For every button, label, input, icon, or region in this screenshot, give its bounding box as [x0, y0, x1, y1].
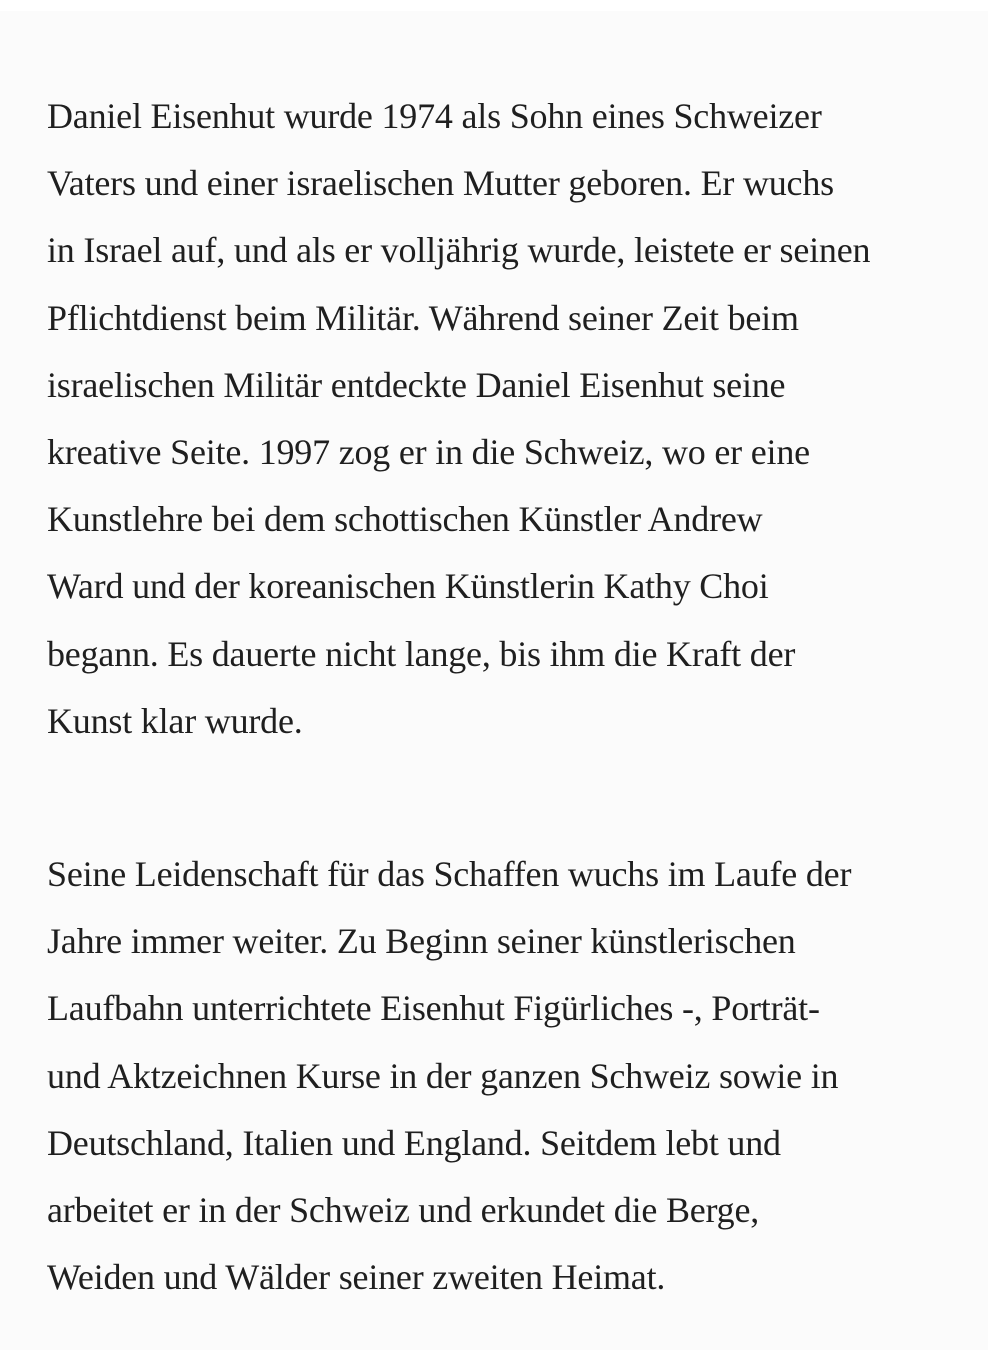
paragraph-1-line-6: kreative Seite. 1997 zog er in die Schweiz, wo er eine	[47, 432, 810, 473]
biography-paragraph-2	[47, 841, 947, 1311]
paragraph-2-line-7: Weiden und Wälder seiner zweiten Heimat.	[47, 1257, 666, 1298]
paragraph-1-line-3: in Israel auf, und als er volljährig wurde, leistete er seinen	[47, 230, 871, 271]
paragraph-1-line-1: Daniel Eisenhut wurde 1974 als Sohn eines Schweizer	[47, 96, 822, 136]
biography-text	[47, 83, 947, 1311]
paragraph-2-line-3: Laufbahn unterrichtete Eisenhut Figürliches -, Porträt-	[47, 988, 820, 1029]
paragraph-2-line-6: arbeitet er in der Schweiz und erkundet die Berge,	[47, 1190, 760, 1231]
paragraph-2-line-2: Jahre immer weiter. Zu Beginn seiner künstlerischen	[47, 921, 796, 962]
page-surface	[0, 11, 988, 1350]
paragraph-2-line-4: und Aktzeichnen Kurse in der ganzen Schweiz sowie in	[47, 1055, 839, 1096]
paragraph-1-line-5: israelischen Militär entdeckte Daniel Eisenhut seine	[47, 364, 786, 405]
paragraph-2-line-1: Seine Leidenschaft für das Schaffen wuchs im Laufe der	[47, 854, 852, 895]
paragraph-1-line-7: Kunstlehre bei dem schottischen Künstler Andrew	[47, 499, 763, 540]
biography-paragraph-1	[47, 83, 947, 755]
paragraph-1-line-9: begann. Es dauerte nicht lange, bis ihm die Kraft der	[47, 633, 796, 674]
paragraph-1-line-4: Pflichtdienst beim Militär. Während seiner Zeit beim	[47, 297, 799, 338]
paragraph-1-line-8: Ward und der koreanischen Künstlerin Kathy Choi	[47, 566, 769, 607]
paragraph-1-line-10: Kunst klar wurde.	[47, 700, 303, 741]
paragraph-1-line-2: Vaters und einer israelischen Mutter geboren. Er wuchs	[47, 163, 834, 204]
paragraph-2-line-5: Deutschland, Italien und England. Seitdem lebt und	[47, 1122, 781, 1163]
